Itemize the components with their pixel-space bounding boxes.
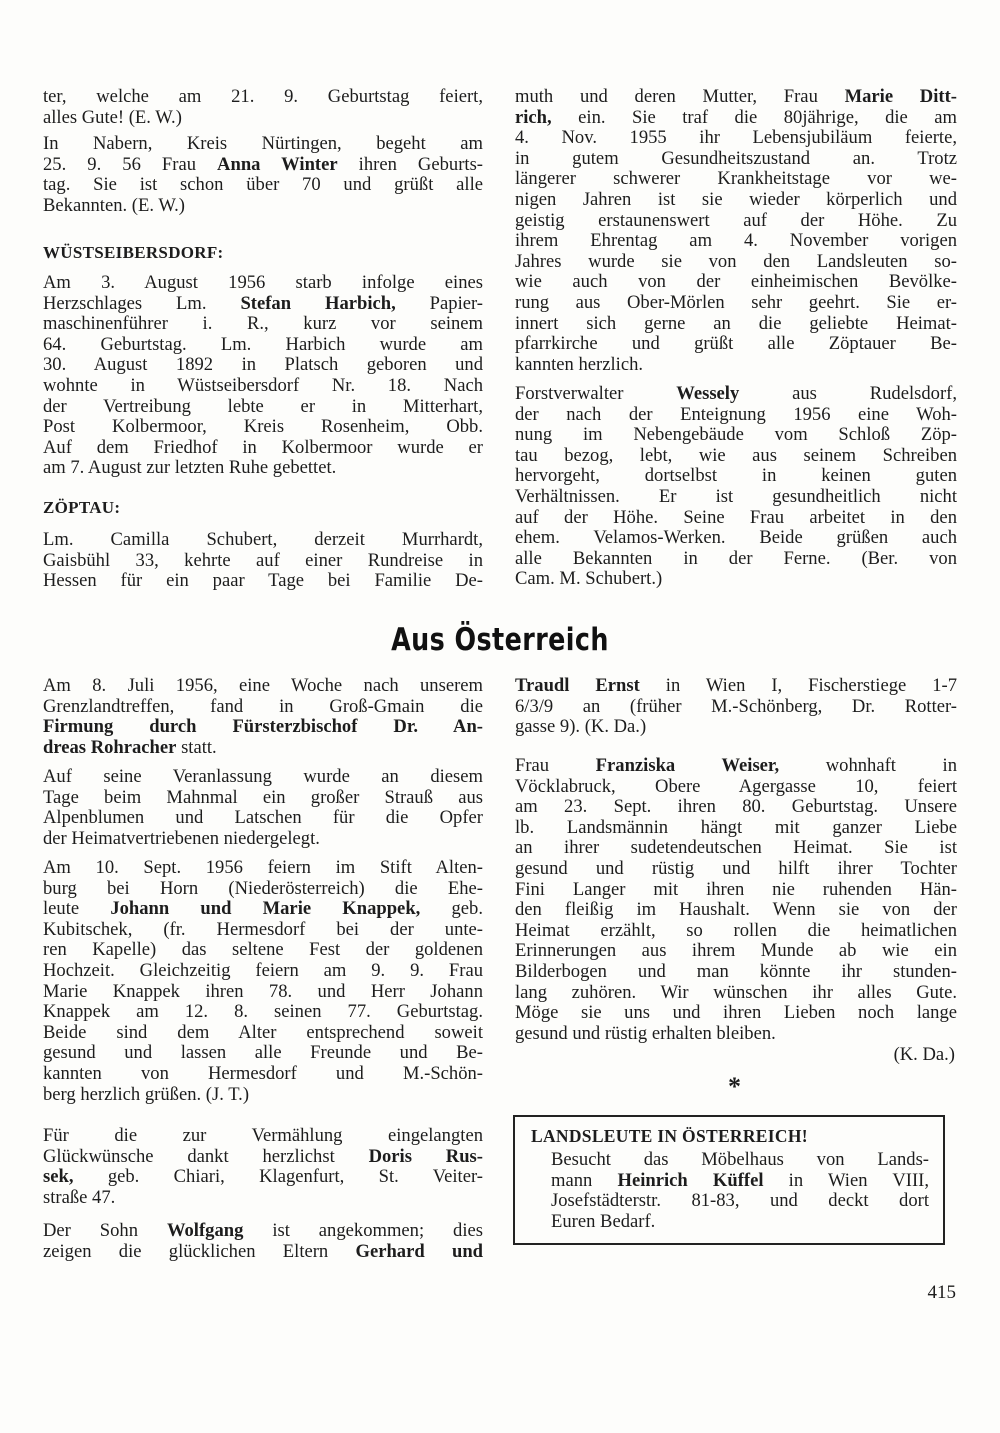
text-line — [515, 508, 957, 529]
section-heading: WÜSTSEIBERSDORF: — [43, 243, 224, 262]
text-run: zeigen die glücklichen Eltern — [43, 1240, 356, 1262]
text-line — [515, 231, 957, 252]
paragraph — [515, 676, 957, 738]
text-run: der Heimatvertriebenen niedergelegt. — [43, 827, 320, 849]
text-line — [43, 1221, 483, 1242]
bold-name: Johann und Marie Knappek, — [110, 898, 421, 920]
text-line — [515, 272, 957, 293]
text-line — [515, 676, 957, 697]
section-title: Aus Österreich — [391, 622, 609, 658]
paragraph — [43, 858, 483, 1105]
text-line — [43, 676, 483, 697]
page-number: 415 — [927, 1282, 956, 1303]
bold-name: Wolfgang — [166, 1220, 244, 1241]
text-run: Auf dem Friedhof in Kolbermoor wurde er — [43, 436, 483, 458]
text-run: Erinnerungen aus ihrem Munde ab wie ein — [515, 940, 957, 962]
text-line — [515, 128, 957, 149]
text-run: in Wien I, Fischerstiege 1-7 — [639, 675, 957, 696]
text-run: burg bei Horn (Niederösterreich) die Ehe- — [43, 877, 483, 899]
text-run: statt. — [176, 736, 217, 758]
text-run: nigen Jahren ist sie wieder körperlich und — [515, 188, 957, 210]
text-run: Besucht das Möbelhaus von Lands- — [551, 1149, 929, 1170]
text-run: Papier- — [395, 292, 483, 314]
text-line — [43, 1064, 483, 1085]
text-line — [43, 717, 483, 738]
text-run: ist angekommen; dies — [243, 1220, 483, 1241]
text-line — [43, 858, 483, 879]
text-run: ihren Geburts- — [337, 153, 483, 175]
text-run: Hessen für ein paar Tage bei Familie De- — [43, 570, 483, 592]
text-line — [43, 767, 483, 788]
text-line — [43, 738, 483, 759]
text-line — [551, 1212, 929, 1233]
text-line — [43, 1023, 483, 1044]
text-run: Forstverwalter — [515, 383, 677, 404]
text-run: nung im Nebengebäude vom Schloß Zöp- — [515, 424, 957, 446]
text-run: Frau — [515, 755, 596, 776]
text-line — [43, 175, 483, 196]
text-run: den fleißig im Haushalt. Wenn sie von der — [515, 899, 957, 921]
text-line — [551, 1171, 929, 1192]
text-line — [515, 549, 957, 570]
text-line — [515, 1003, 957, 1024]
text-run: 6/3/9 an (früher M.-Schönberg, Dr. Rotter- — [515, 695, 957, 717]
text-run: Bekannten. (E. W.) — [43, 194, 186, 216]
text-run: straße 47. — [43, 1186, 116, 1208]
text-line — [515, 405, 957, 426]
text-run: Josefstädterstr. 81-83, und deckt dort — [551, 1190, 929, 1212]
text-run: in Wien VIII, — [763, 1169, 929, 1191]
paragraph — [515, 756, 957, 1044]
text-run: alles Gute! (E. W.) — [43, 106, 182, 128]
text-run: Beide sind dem Alter entsprechend soweit — [43, 1021, 483, 1043]
text-line — [43, 899, 483, 920]
paragraph — [43, 87, 483, 128]
text-line — [515, 487, 957, 508]
text-line — [43, 335, 483, 356]
text-run: Fini Langer mit ihren nie ruhenden Hän- — [515, 878, 957, 900]
text-run: der Vertreibung lebte er in Mitterhart, — [43, 395, 483, 417]
text-line — [515, 941, 957, 962]
text-run: auf der Höhe. Seine Frau arbeitet in den — [515, 506, 957, 528]
signature: (K. Da.) — [893, 1044, 955, 1065]
paragraph — [515, 87, 957, 375]
text-run: Euren Bedarf. — [551, 1210, 656, 1232]
bold-name: Wessely — [676, 383, 740, 404]
text-line — [515, 528, 957, 549]
text-run: Bilderbogen und man könnte ihr stunden- — [515, 960, 957, 982]
paragraph — [43, 530, 483, 592]
text-run: gasse 9). (K. Da.) — [515, 716, 647, 738]
text-run: wie auch von der einheimischen Bevölke- — [515, 271, 957, 293]
text-line — [515, 211, 957, 232]
bold-name: dreas Rohracher — [43, 736, 177, 758]
text-run: ren Kapelle) das seltene Fest der goldenen — [43, 939, 483, 961]
text-line — [515, 108, 957, 129]
text-run: ihrem Ehrentag am 4. November vorigen — [515, 230, 957, 252]
advertisement-box — [513, 1115, 945, 1245]
text-line — [515, 293, 957, 314]
text-line — [43, 417, 483, 438]
text-line — [43, 829, 483, 850]
text-line — [515, 962, 957, 983]
text-line — [515, 1024, 957, 1045]
text-run: pfarrkirche und grüßt alle Zöptauer Be- — [515, 333, 957, 355]
text-run: wohnte in Wüstseibersdorf Nr. 18. Nach — [43, 374, 483, 396]
text-line — [515, 169, 957, 190]
text-run: rung aus Ober-Mörlen sehr geehrt. Sie er- — [515, 291, 957, 313]
bold-name: rich, — [515, 106, 552, 128]
bold-name: Gerhard und — [355, 1240, 483, 1262]
text-line — [43, 1043, 483, 1064]
text-run: muth und deren Mutter, Frau — [515, 86, 845, 107]
text-run: Herzschlages Lm. — [43, 292, 241, 314]
text-line — [43, 134, 483, 155]
text-run: leute — [43, 898, 111, 920]
text-run: kannten herzlich. — [515, 353, 644, 375]
text-run: geb. Chiari, Klagenfurt, St. Veiter- — [73, 1166, 483, 1188]
text-run: 25. 9. 56 Frau — [43, 153, 218, 175]
text-line — [515, 190, 957, 211]
bold-name: Firmung durch Fürsterzbischof Dr. An- — [43, 716, 483, 738]
bold-name: Anna Winter — [217, 153, 338, 175]
text-line — [43, 314, 483, 335]
text-line — [515, 818, 957, 839]
text-line — [43, 355, 483, 376]
text-run: In Nabern, Kreis Nürtingen, begeht am — [43, 133, 483, 154]
separator-asterisk: * — [728, 1072, 741, 1101]
text-line — [515, 252, 957, 273]
bold-name: Traudl Ernst — [515, 675, 640, 696]
text-line — [515, 797, 957, 818]
text-run: wohnhaft in — [779, 755, 957, 776]
text-line — [43, 961, 483, 982]
paragraph — [515, 384, 957, 590]
text-run: maschinenführer i. R., kurz vor seinem — [43, 313, 483, 335]
text-run: geb. — [420, 898, 483, 920]
text-run: Gaisbühl 33, kehrte auf einer Rundreise in — [43, 549, 483, 571]
bold-name: Stefan Harbich, — [240, 292, 396, 314]
text-line — [43, 1167, 483, 1188]
text-run: Am 8. Juli 1956, eine Woche nach unserem — [43, 675, 483, 696]
text-run: Am 3. August 1956 starb infolge eines — [43, 272, 483, 293]
text-line — [515, 880, 957, 901]
text-run: aus Rudelsdorf, — [739, 383, 957, 404]
text-run: Tage beim Mahnmal ein großer Strauß aus — [43, 786, 483, 808]
text-run: tag. Sie ist schon über 70 und grüßt alle — [43, 174, 483, 196]
text-run: Post Kolbermoor, Kreis Rosenheim, Obb. — [43, 416, 483, 438]
text-line — [43, 155, 483, 176]
text-run: Am 10. Sept. 1956 feiern im Stift Alten- — [43, 857, 483, 878]
text-line — [43, 1188, 483, 1209]
text-run: Heimat erzählt, so rollen die heimatlichen — [515, 919, 957, 941]
text-line — [43, 1147, 483, 1168]
text-run: gesund und lassen alle Freunde und Be- — [43, 1042, 483, 1064]
text-line — [43, 788, 483, 809]
text-line — [43, 697, 483, 718]
text-line — [515, 900, 957, 921]
text-run: tau bezog, lebt, wie aus seinem Schreiben — [515, 444, 957, 466]
text-run: 64. Geburtstag. Lm. Harbich wurde am — [43, 333, 483, 355]
text-line — [43, 982, 483, 1003]
text-line — [43, 376, 483, 397]
text-run: mann — [551, 1169, 618, 1191]
text-line — [515, 314, 957, 335]
text-line — [515, 149, 957, 170]
text-run: 4. Nov. 1955 ihr Lebensjubiläum feierte, — [515, 127, 957, 149]
text-line — [43, 294, 483, 315]
text-run: an ihrer sudetendeutschen Heimat. Sie ist — [515, 837, 957, 859]
text-run: lang zuhören. Wir wünschen ihr alles Gute. — [515, 981, 957, 1003]
paragraph — [43, 273, 483, 479]
text-line — [43, 808, 483, 829]
advertisement-body — [551, 1150, 929, 1232]
paragraph — [43, 1126, 483, 1208]
text-run: am 7. August zur letzten Ruhe gebettet. — [43, 457, 337, 479]
text-line — [43, 196, 483, 217]
text-line — [43, 920, 483, 941]
text-run: Vöcklabruck, Obere Agergasse 10, feiert — [515, 775, 957, 797]
text-run: der nach der Enteignung 1956 eine Woh- — [515, 403, 957, 425]
text-line — [43, 1242, 483, 1263]
text-run: gesund und rüstig erhalten bleiben. — [515, 1022, 776, 1044]
paragraph — [43, 1221, 483, 1262]
text-run: am 23. Sept. ihren 80. Geburtstag. Unsere — [515, 796, 957, 818]
text-run: Hochzeit. Gleichzeitig feiern am 9. 9. Frau — [43, 959, 483, 981]
text-run: 30. August 1892 in Platsch geboren und — [43, 354, 483, 376]
text-line — [515, 717, 957, 738]
text-line — [515, 983, 957, 1004]
paragraph — [43, 767, 483, 849]
text-line — [515, 838, 957, 859]
bold-name: sek, — [43, 1166, 74, 1188]
text-line — [43, 530, 483, 551]
text-run: Cam. M. Schubert.) — [515, 568, 663, 590]
text-line — [515, 777, 957, 798]
text-line — [515, 756, 957, 777]
text-run: Auf seine Veranlassung wurde an diesem — [43, 766, 483, 787]
text-run: Verhältnissen. Er ist gesundheitlich nicht — [515, 485, 957, 507]
bold-name: Franziska Weiser, — [595, 755, 780, 776]
text-line — [43, 940, 483, 961]
text-run: innert sich gerne an die geliebte Heimat- — [515, 312, 957, 334]
text-line — [43, 438, 483, 459]
text-line — [515, 569, 957, 590]
text-line — [551, 1150, 929, 1171]
text-run: ein. Sie traf die 80jährige, die am — [551, 106, 957, 128]
text-run: lb. Landsmännin hängt mit ganzer Liebe — [515, 816, 957, 838]
text-run: Kubitschek, (fr. Hermesdorf bei der unte- — [43, 918, 483, 940]
paragraph — [43, 134, 483, 216]
bold-name: Marie Ditt- — [844, 86, 957, 107]
text-line — [515, 697, 957, 718]
text-line — [515, 921, 957, 942]
text-line — [43, 571, 483, 592]
bold-name: Heinrich Küffel — [617, 1169, 764, 1191]
text-line — [43, 108, 483, 129]
text-line — [515, 334, 957, 355]
text-line — [551, 1191, 929, 1212]
text-line — [515, 425, 957, 446]
text-line — [515, 355, 957, 376]
text-line — [43, 87, 483, 108]
section-heading: ZÖPTAU: — [43, 498, 121, 517]
text-run: ter, welche am 21. 9. Geburtstag feiert, — [43, 86, 483, 107]
text-run: hervorgeht, dortselbst in keinen guten — [515, 465, 957, 487]
text-line — [43, 1126, 483, 1147]
text-run: Knappek am 12. 8. seinen 77. Geburtstag. — [43, 1001, 483, 1023]
text-run: Glückwünsche dankt herzlichst — [43, 1145, 369, 1167]
text-line — [43, 458, 483, 479]
text-line — [43, 551, 483, 572]
text-run: Der Sohn — [43, 1220, 167, 1241]
text-line — [43, 1002, 483, 1023]
text-run: alle Bekannten in der Ferne. (Ber. von — [515, 547, 957, 569]
text-run: in gutem Gesundheitszustand an. Trotz — [515, 147, 957, 169]
text-run: Für die zur Vermählung eingelangten — [43, 1125, 483, 1146]
text-line — [515, 466, 957, 487]
text-line — [515, 446, 957, 467]
text-run: Möge sie uns und ihren Lieben noch lange — [515, 1002, 957, 1024]
text-run: Jahres wurde sie von den Landsleuten so- — [515, 250, 957, 272]
paragraph — [43, 676, 483, 758]
advertisement-title: LANDSLEUTE IN ÖSTERREICH! — [531, 1126, 808, 1146]
text-run: kannten von Hermesdorf und M.-Schön- — [43, 1062, 483, 1084]
text-line — [515, 859, 957, 880]
text-run: Grenzlandtreffen, fand in Groß-Gmain die — [43, 695, 483, 717]
text-line — [515, 384, 957, 405]
text-line — [43, 397, 483, 418]
text-line — [515, 87, 957, 108]
text-run: längerer schwerer Krankheitstage vor we- — [515, 168, 957, 190]
text-line — [43, 879, 483, 900]
text-run: ehem. Velamos-Werken. Beide grüßen auch — [515, 527, 957, 549]
text-run: berg herzlich grüßen. (J. T.) — [43, 1083, 250, 1105]
bold-name: Doris Rus- — [368, 1145, 483, 1167]
text-line — [43, 273, 483, 294]
text-run: gesund und rüstig und hilft ihrer Tochter — [515, 857, 957, 879]
text-run: Marie Knappek ihren 78. und Herr Johann — [43, 980, 483, 1002]
text-run: geistig erstaunenswert auf der Höhe. Zu — [515, 209, 957, 231]
text-run: Alpenblumen und Latschen für die Opfer — [43, 807, 483, 829]
text-run: Lm. Camilla Schubert, derzeit Murrhardt, — [43, 529, 483, 550]
text-line — [43, 1085, 483, 1106]
